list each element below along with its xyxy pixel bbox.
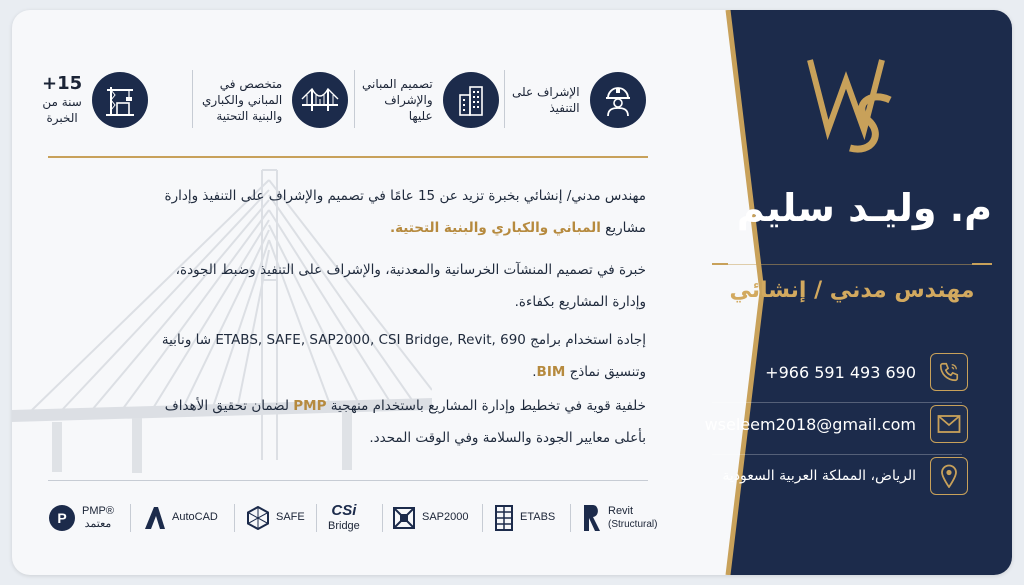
software-pmp <box>48 498 114 538</box>
mail-icon <box>930 405 968 443</box>
software-label: AutoCAD <box>172 511 218 524</box>
paragraph-text: . <box>532 364 537 380</box>
paragraph-text: مشاريع <box>600 220 646 236</box>
autocad-icon <box>144 506 166 530</box>
etabs-icon <box>494 505 514 531</box>
location-pin-icon <box>930 457 968 495</box>
paragraph-line: إجادة استخدام برامج ETABS, SAFE, SAP2000, CSI Bridge, Revit, 690 شا ونابية <box>161 332 646 348</box>
software-separator <box>570 504 571 532</box>
feature-separator <box>192 70 193 128</box>
software-separator <box>130 504 131 532</box>
software-separator <box>482 504 483 532</box>
job-title: مهندس مدني / إنشائي <box>729 278 975 303</box>
software-label: معتمد <box>84 518 112 530</box>
software-etabs <box>494 498 555 538</box>
sap2000-icon <box>392 506 416 530</box>
revit-icon <box>582 504 602 532</box>
highlight-text: المباني والكباري والبنية التحتية <box>395 220 601 236</box>
feature-line: عليها <box>408 109 433 124</box>
software-label: Bridge <box>328 520 360 533</box>
engineer-name: م. وليـد سليم <box>736 186 992 230</box>
years-count: +15 <box>42 72 83 94</box>
feature-supervision <box>512 62 646 138</box>
feature-line: والإشراف <box>384 92 433 107</box>
feature-line: التنفيذ <box>549 101 580 115</box>
bridge-icon <box>292 72 348 128</box>
software-separator <box>316 504 317 532</box>
location-text: الرياض، المملكة العربية السعودية <box>722 468 916 484</box>
software-label: Revit <box>608 504 634 517</box>
feature-separator <box>504 70 505 128</box>
svg-text:P: P <box>57 510 67 526</box>
paragraph-line: بأعلى معايير الجودة والسلامة وفي الوقت المحدد. <box>369 430 646 446</box>
feature-line: سنة من <box>42 94 82 109</box>
feature-line: الخبرة <box>46 110 78 125</box>
software-safe <box>246 498 305 538</box>
ws-logo-icon <box>802 50 902 160</box>
software-divider <box>48 480 648 481</box>
contact-divider <box>712 402 962 403</box>
software-separator <box>234 504 235 532</box>
software-label: ETABS <box>520 511 556 524</box>
pmp-icon <box>48 504 76 532</box>
business-card <box>12 10 1012 575</box>
feature-line: الإشراف على <box>512 84 580 99</box>
paragraph-text: خلفية قوية في تخطيط وإدارة المشاريع باستخدام منهجية <box>326 398 646 414</box>
contact-divider <box>712 454 962 455</box>
email-address[interactable]: wseleem2018@gmail.com <box>704 414 916 434</box>
paragraph-line: وإدارة المشاريع بكفاءة. <box>514 294 646 310</box>
software-autocad <box>144 498 218 538</box>
software-sap2000 <box>392 498 468 538</box>
software-label: PMP® <box>82 504 114 517</box>
highlight-text: PMP <box>293 398 327 414</box>
feature-line: المباني والكباري <box>202 92 283 107</box>
summary-paragraph-2 <box>52 254 646 318</box>
summary-paragraph-1 <box>52 180 646 244</box>
feature-line: تصميم المباني <box>362 76 433 91</box>
crane-icon <box>92 72 148 128</box>
title-rule-right <box>972 263 992 265</box>
paragraph-text: وتنسيق نماذج <box>565 364 646 380</box>
software-revit <box>582 498 657 538</box>
engineer-helmet-icon <box>590 72 646 128</box>
buildings-icon <box>443 72 499 128</box>
feature-building-design <box>362 62 499 138</box>
highlight-text: BIM <box>536 364 566 380</box>
title-rule-mid <box>728 264 972 265</box>
csi-bridge-icon: CSi <box>331 502 357 520</box>
feature-line: متخصص في <box>219 76 283 91</box>
feature-line: والبنية التحتية <box>216 109 283 124</box>
paragraph-line: مهندس مدني/ إنشائي بخبرة تزيد عن 15 عامًا في تصميم والإشراف على التنفيذ وإدارة <box>164 188 646 204</box>
summary-paragraph-3 <box>52 324 646 388</box>
phone-contact[interactable] <box>702 352 968 392</box>
feature-specialist <box>202 62 348 138</box>
phone-number[interactable]: +966 591 493 690 <box>765 362 916 382</box>
paragraph-text: لضمان تحقيق الأهداف <box>164 398 294 414</box>
software-separator <box>382 504 383 532</box>
email-contact[interactable] <box>702 404 968 444</box>
paragraph-line: خبرة في تصميم المنشآت الخرسانية والمعدنية، والإشراف على التنفيذ وضبط الجودة، <box>175 262 646 278</box>
summary-paragraph-4 <box>52 390 646 454</box>
feature-separator <box>354 70 355 128</box>
phone-icon <box>930 353 968 391</box>
title-rule-left <box>712 263 728 265</box>
software-csi-bridge <box>328 498 360 538</box>
software-label: SAFE <box>276 511 305 524</box>
location-contact <box>702 456 968 496</box>
software-label: SAP2000 <box>422 511 469 524</box>
features-row <box>42 62 652 142</box>
software-label: (Structural) <box>608 519 658 530</box>
paragraph-text: . <box>389 220 396 236</box>
section-divider <box>48 156 648 158</box>
safe-icon <box>246 506 270 530</box>
feature-experience <box>42 62 148 138</box>
